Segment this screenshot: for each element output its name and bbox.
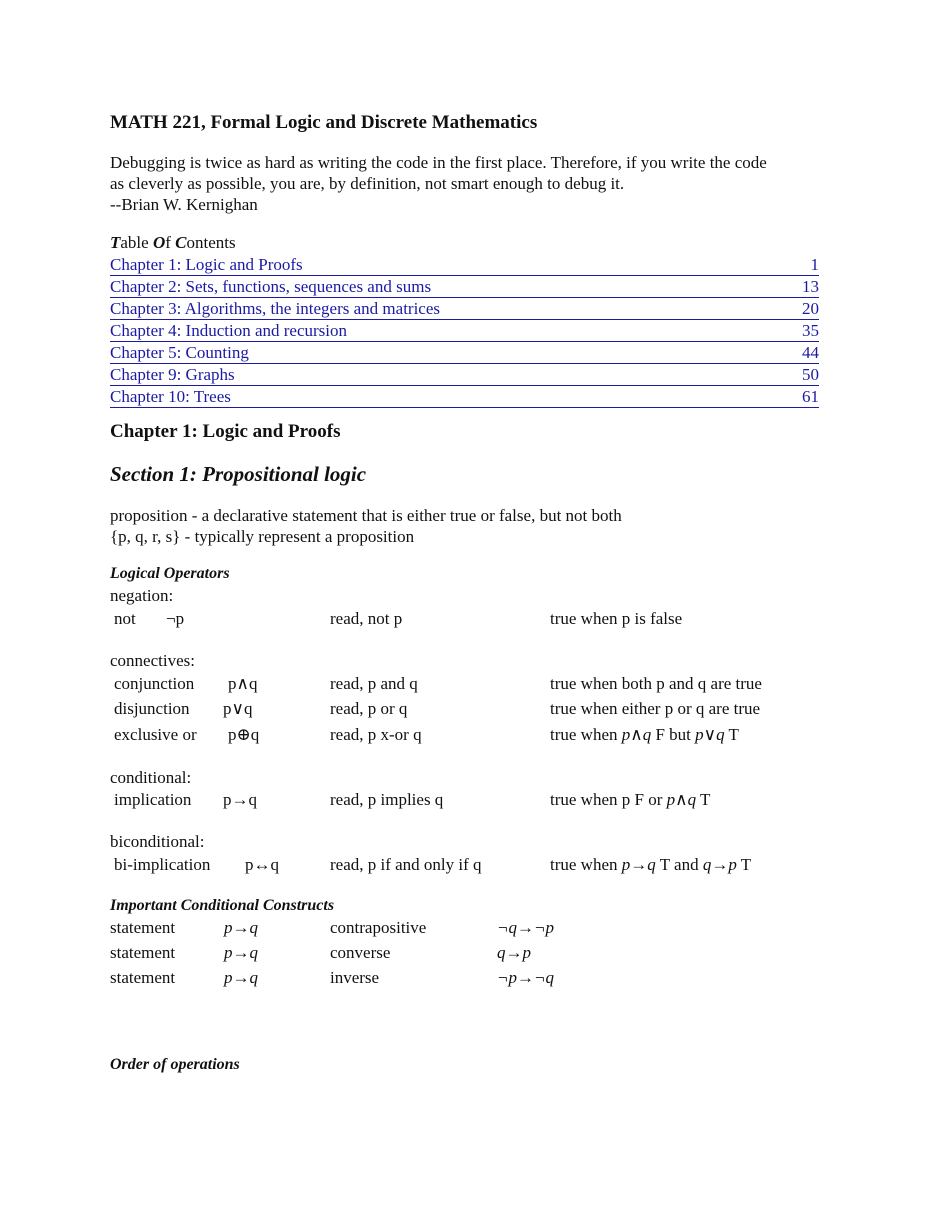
order-of-operations-heading: Order of operations xyxy=(110,1056,240,1073)
construct-row-form: ¬p→¬q xyxy=(497,968,554,987)
toc-link-chapter-1[interactable]: Chapter 1: Logic and Proofs 1 xyxy=(110,255,819,274)
biimplication-read: read, p if and only if q xyxy=(330,855,482,874)
toc-link-chapter-10[interactable]: Chapter 10: Trees 61 xyxy=(110,387,819,406)
construct-row-form: q→p xyxy=(497,943,531,962)
connectives-label: connectives: xyxy=(110,651,195,670)
implication-name: implication xyxy=(114,790,192,809)
toc-link-chapter-9[interactable]: Chapter 9: Graphs 50 xyxy=(110,365,819,384)
toc-link-chapter-3[interactable]: Chapter 3: Algorithms, the integers and matrices 20 xyxy=(110,299,819,318)
implication-truth: true when p F or p∧q T xyxy=(550,790,711,809)
xor-symbol: p⊕q xyxy=(228,725,260,744)
quote-line-2: as cleverly as possible, you are, by definition, not smart enough to debug it. xyxy=(110,174,625,193)
construct-row-statement: p→q xyxy=(224,943,258,962)
xor-name: exclusive or xyxy=(114,725,197,744)
proposition-definition: proposition - a declarative statement that is either true or false, but not both xyxy=(110,506,622,525)
construct-row-statement: p→q xyxy=(224,918,258,937)
disjunction-symbol: p∨q xyxy=(223,699,253,718)
construct-row-label: statement xyxy=(110,918,176,937)
implication-symbol: p→q xyxy=(223,790,257,809)
constructs-heading: Important Conditional Constructs xyxy=(110,897,335,914)
variables-definition: {p, q, r, s} - typically represent a proposition xyxy=(110,527,415,546)
biimplication-name: bi-implication xyxy=(114,855,211,874)
conjunction-truth: true when both p and q are true xyxy=(550,674,762,693)
document-title: MATH 221, Formal Logic and Discrete Mathematics xyxy=(110,112,538,133)
construct-row-statement: p→q xyxy=(224,968,258,987)
toc-link-chapter-4[interactable]: Chapter 4: Induction and recursion 35 xyxy=(110,321,819,340)
biimplication-truth: true when p→q T and q→p T xyxy=(550,855,752,874)
construct-row-name: contrapositive xyxy=(330,918,427,937)
disjunction-read: read, p or q xyxy=(330,699,408,718)
conjunction-name: conjunction xyxy=(114,674,195,693)
toc-link-chapter-2[interactable]: Chapter 2: Sets, functions, sequences and sums 13 xyxy=(110,277,819,296)
construct-row-label: statement xyxy=(110,968,176,987)
biconditional-label: biconditional: xyxy=(110,832,205,851)
chapter-heading: Chapter 1: Logic and Proofs xyxy=(110,421,341,442)
construct-row-name: converse xyxy=(330,943,391,962)
not-truth: true when p is false xyxy=(550,609,683,628)
table-of-contents xyxy=(110,254,819,408)
construct-row-label: statement xyxy=(110,943,176,962)
negation-label: negation: xyxy=(110,586,174,605)
disjunction-truth: true when either p or q are true xyxy=(550,699,761,718)
construct-row-form: ¬q→¬p xyxy=(497,918,554,937)
quote-line-1: Debugging is twice as hard as writing the code in the first place. Therefore, if you write the code xyxy=(110,153,767,172)
section-heading: Section 1: Propositional logic xyxy=(110,462,367,486)
not-name: not xyxy=(114,609,136,628)
toc-link-chapter-5[interactable]: Chapter 5: Counting 44 xyxy=(110,343,819,362)
disjunction-name: disjunction xyxy=(114,699,190,718)
biimplication-symbol: p↔q xyxy=(245,855,279,874)
xor-read: read, p x-or q xyxy=(330,725,422,744)
not-symbol: ¬p xyxy=(166,609,185,628)
conjunction-symbol: p∧q xyxy=(228,674,258,693)
xor-truth: true when p∧q F but p∨q T xyxy=(550,725,739,744)
quote-author: --Brian W. Kernighan xyxy=(110,195,258,214)
toc-heading: Table Of Contents xyxy=(110,233,236,252)
conjunction-read: read, p and q xyxy=(330,674,418,693)
not-read: read, not p xyxy=(330,609,403,628)
logical-operators-heading: Logical Operators xyxy=(110,565,230,582)
implication-read: read, p implies q xyxy=(330,790,444,809)
conditional-label: conditional: xyxy=(110,768,192,787)
construct-row-name: inverse xyxy=(330,968,380,987)
